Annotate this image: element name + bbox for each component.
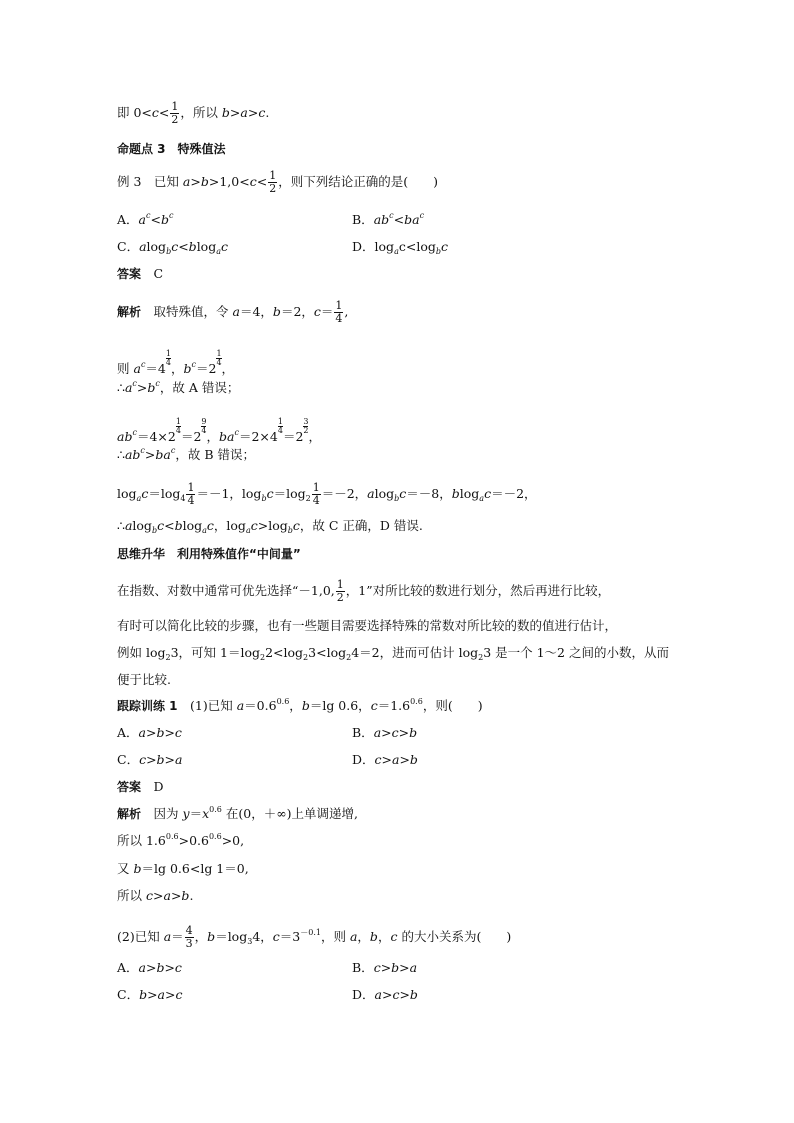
- option-b: B．c>b>a: [352, 960, 418, 975]
- option-a: A．a>b>c: [117, 960, 182, 975]
- fraction-exponent: $\frac{1}{4}$: [175, 417, 181, 435]
- option-b: B．$ab^c<ba^c$: [352, 211, 425, 227]
- fraction-exponent: $\frac{1}{4}$: [216, 349, 222, 367]
- summary-heading: 思维升华 利用特殊值作“中间量”: [117, 547, 301, 561]
- fraction: $\frac{1}{2}$: [171, 100, 179, 126]
- option-d: D．$\log_ac<\log_bc$: [352, 239, 448, 256]
- option-d: D．c>a>b: [352, 752, 418, 767]
- option-d: D．a>c>b: [352, 987, 418, 1002]
- summary-text: 例如 $\log_23$，可知 $1=\log_22<\log_23<\log_24=2$，进而可估计 $\log_23$ 是一个 1～2 之间的小数，从而: [117, 645, 669, 662]
- solution-line: 所以 c>a>b.: [117, 888, 194, 903]
- summary-text: 有时可以简化比较的步骤，也有一些题目需要选择特殊的常数对所比较的数的值进行估计，: [117, 618, 618, 633]
- practice-question: (2)已知 a＝ $\frac{4}{3}$ ，$b=\log_34$，$c=3^{-0.1}$，则 a，b，c 的大小关系为( ): [117, 924, 512, 950]
- summary-text: 在指数、对数中通常可优先选择“－1,0, $\frac{1}{2}$ ，1”对所比较的数进行划分，然后再进行比较，: [117, 578, 611, 604]
- solution-line: $\therefore ab^c>ba^c$，故 B 错误；: [117, 446, 255, 462]
- fraction-exponent: $\frac{9}{4}$: [201, 417, 207, 435]
- solution-line: 解析 取特殊值，令 a＝4，b＝2，c＝ $\frac{1}{4}$ ,: [117, 299, 349, 325]
- fraction-exponent: $\frac{1}{4}$: [277, 417, 283, 435]
- solution-line: 解析 因为 $y=x^{0.6}$ 在(0，＋∞)上单调递增,: [117, 805, 358, 821]
- solution-line: 又 b＝lg 0.6<lg 1＝0,: [117, 861, 249, 876]
- fraction: $\frac{4}{3}$: [185, 924, 193, 950]
- answer: 答案 D: [117, 779, 164, 794]
- fraction: $\frac{1}{2}$: [269, 169, 277, 195]
- option-b: B．a>c>b: [352, 725, 418, 740]
- fraction: $\frac{1}{4}$: [187, 481, 195, 507]
- fraction: $\frac{1}{4}$: [335, 299, 343, 325]
- option-a: A．$a^c<b^c$: [117, 211, 174, 227]
- option-a: A．a>b>c: [117, 725, 182, 740]
- fraction-exponent: $\frac{3}{2}$: [303, 417, 309, 435]
- solution-line: $\therefore a^c>b^c$，故 A 错误；: [117, 379, 240, 395]
- solution-line: $ab^c=4\times 2$ $\frac{1}{4}$ ＝2 $\frac{9}{4}$ ，$ba^c=2\times 4$ $\frac{1}{4}$ ＝2 $\frac{3}{2}$ ，: [117, 417, 321, 444]
- answer: 答案 C: [117, 266, 164, 281]
- section-heading: 命题点 3 特殊值法: [117, 142, 226, 156]
- option-c: C．alog$_b$c<blog$_a$c: [117, 239, 229, 256]
- practice-question: 跟踪训练 1 (1)已知 $a=0.6^{0.6}$，b＝lg 0.6，$c=1.6^{0.6}$，则( ): [117, 697, 483, 713]
- solution-line: ∴alog$_b$c<blog$_a$c，$\log_ac>\log_bc$，故 C 正确，D 错误.: [117, 518, 423, 535]
- fraction-exponent: $\frac{1}{4}$: [165, 349, 171, 367]
- text-line: 即 0<c< $\frac{1}{2}$ ，所以 b>a>c.: [117, 100, 270, 126]
- option-c: C．c>b>a: [117, 752, 183, 767]
- example-question: 例 3 已知 a>b>1,0<c< $\frac{1}{2}$ ，则下列结论正确的是( ): [117, 169, 438, 195]
- fraction: $\frac{1}{4}$: [312, 481, 320, 507]
- solution-line: $\log_ac=\log_4$ $\frac{1}{4}$ ＝－1，$\log_bc=\log_2$ $\frac{1}{4}$ ＝－2，alog$_b$c＝－8，blog$_a$c＝－2，: [117, 481, 537, 507]
- fraction: $\frac{1}{2}$: [336, 578, 344, 604]
- summary-text: 便于比较.: [117, 672, 171, 687]
- option-c: C．b>a>c: [117, 987, 183, 1002]
- solution-line: 所以 $1.6^{0.6}>0.6^{0.6}>0$,: [117, 832, 245, 848]
- solution-line: 则 $a^c=4$ $\frac{1}{4}$ ，$b^c=2$ $\frac{1}{4}$ ，: [117, 349, 235, 376]
